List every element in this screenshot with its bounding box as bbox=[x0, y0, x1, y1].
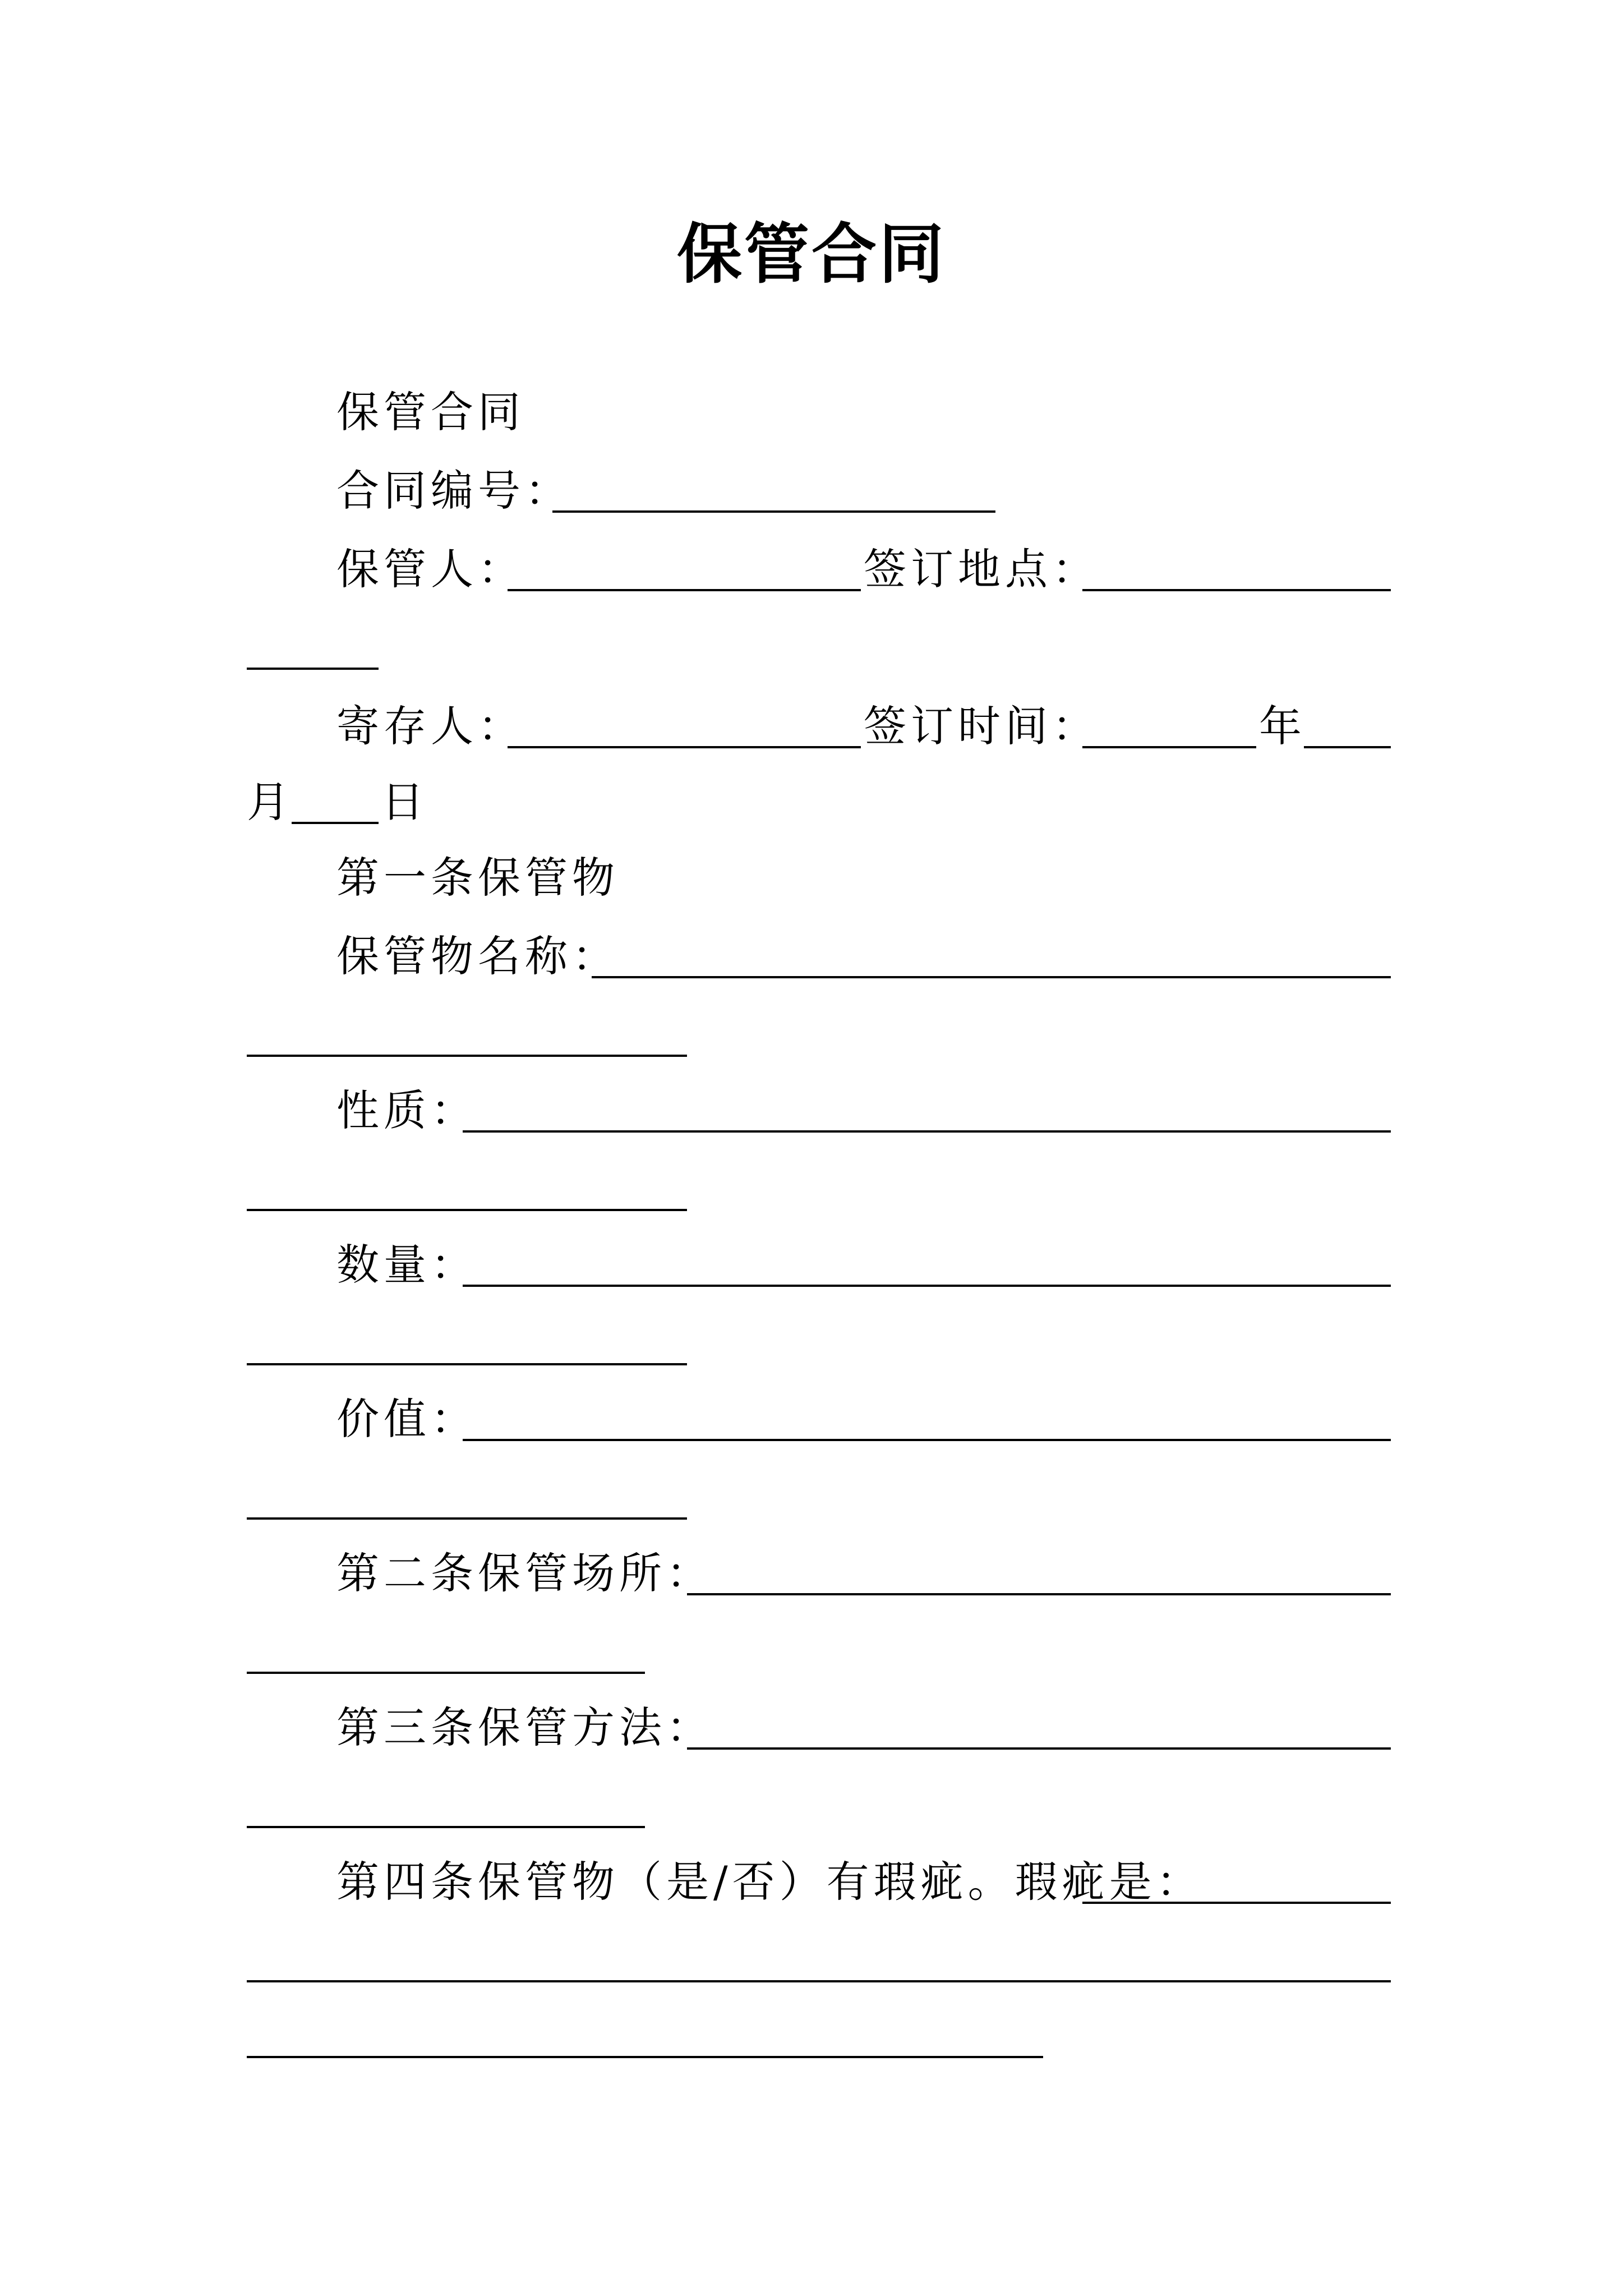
nature-field[interactable] bbox=[463, 1130, 1391, 1133]
item-name-field-cont[interactable] bbox=[247, 1055, 687, 1057]
item-name-field[interactable] bbox=[592, 976, 1391, 978]
contract-no-label: 合同编号： bbox=[336, 466, 572, 516]
sign-place-field-cont[interactable] bbox=[247, 668, 379, 670]
storage-method-field[interactable] bbox=[687, 1747, 1391, 1750]
year-field[interactable] bbox=[1082, 746, 1256, 748]
depositor-field[interactable] bbox=[508, 746, 861, 748]
day-label: 日 bbox=[381, 777, 428, 827]
quantity-field-cont[interactable] bbox=[247, 1363, 687, 1365]
storage-method-field-cont[interactable] bbox=[247, 1826, 645, 1828]
document-title: 保管合同 bbox=[677, 217, 946, 292]
day-field[interactable] bbox=[292, 822, 379, 824]
storage-place-field[interactable] bbox=[687, 1593, 1391, 1595]
custodian-field[interactable] bbox=[508, 589, 861, 591]
defect-field[interactable] bbox=[1082, 1902, 1391, 1904]
quantity-field[interactable] bbox=[463, 1285, 1391, 1287]
storage-place-field-cont[interactable] bbox=[247, 1672, 645, 1674]
value-field[interactable] bbox=[463, 1439, 1391, 1441]
month-label: 月 bbox=[247, 777, 294, 827]
nature-field-cont[interactable] bbox=[247, 1209, 687, 1211]
value-field-cont[interactable] bbox=[247, 1517, 687, 1520]
defect-field-cont-2[interactable] bbox=[247, 2056, 1043, 2058]
article-4-label: 第四条保管物（是/否）有瑕疵。瑕疵是： bbox=[336, 1857, 1204, 1907]
month-field[interactable] bbox=[1304, 746, 1391, 748]
year-label: 年 bbox=[1259, 701, 1306, 751]
sign-place-field[interactable] bbox=[1082, 589, 1391, 591]
article-3-label: 第三条保管方法： bbox=[336, 1703, 713, 1752]
custodian-label: 保管人： bbox=[336, 544, 525, 594]
quantity-label: 数量： bbox=[336, 1240, 478, 1290]
sign-place-label: 签订地点： bbox=[864, 544, 1099, 594]
contract-no-field[interactable] bbox=[552, 510, 995, 513]
nature-label: 性质： bbox=[336, 1085, 478, 1135]
value-label: 价值： bbox=[336, 1394, 478, 1444]
defect-field-cont-1[interactable] bbox=[247, 1980, 1391, 1982]
item-name-label: 保管物名称： bbox=[336, 931, 619, 981]
depositor-label: 寄存人： bbox=[336, 701, 525, 751]
article-2-label: 第二条保管场所： bbox=[336, 1548, 713, 1598]
sign-time-label: 签订时间： bbox=[864, 701, 1099, 751]
subtitle: 保管合同 bbox=[336, 387, 525, 437]
article-1-heading: 第一条保管物 bbox=[336, 853, 619, 903]
